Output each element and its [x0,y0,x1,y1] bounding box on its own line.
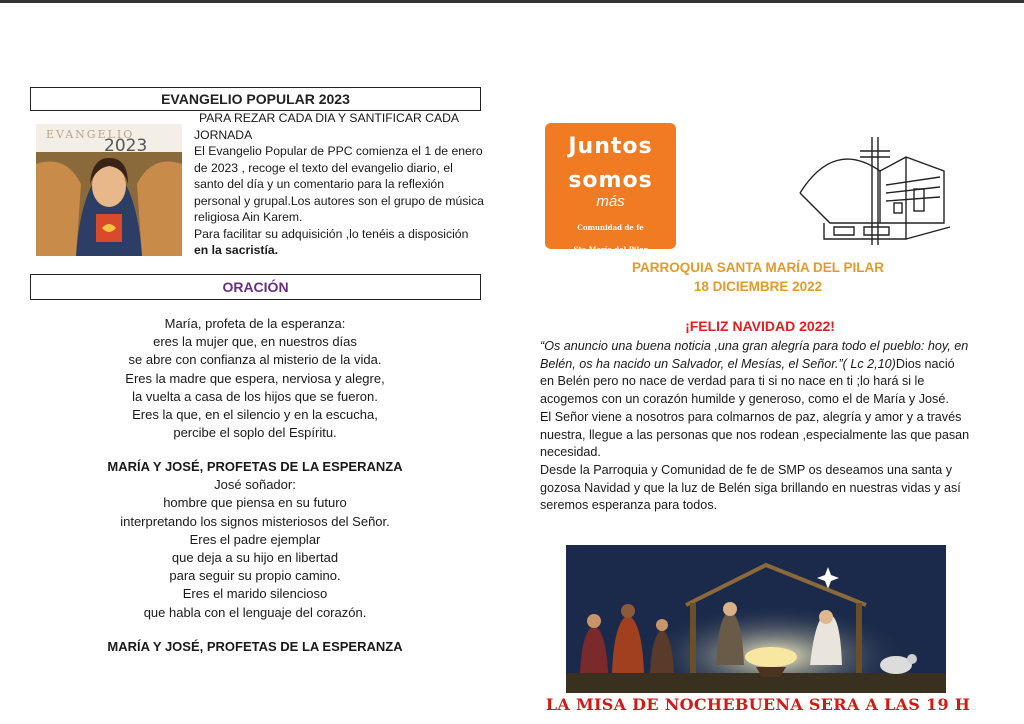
prayer-refrain-end: MARÍA Y JOSÉ, PROFETAS DE LA ESPERANZA [107,639,403,654]
logo-sub-2: Sta María del Pilar [573,245,648,254]
evangelio-heading: EVANGELIO POPULAR 2023 [30,87,481,111]
parish-name: PARROQUIA SANTA MARÍA DEL PILAR [632,260,884,275]
message-p1: Dios nació en Belén pero no nace de verdad para ti si no nace en ti ;lo hará si le acogemos con un corazón humilde y generoso, como el de María y José. [540,356,955,407]
prayer-line: hombre que piensa en su futuro [163,495,347,511]
prayer-line: Eres la madre que espera, nerviosa y alegre, [125,370,385,386]
cover-title: EVANGELIO [46,128,135,141]
prayer-line: que deja a su hijo en libertad [171,550,339,566]
prayer-stanza-2 [80,458,430,622]
prayer-stanza-1 [80,315,430,442]
juntos-somos-mas-logo [545,123,676,276]
cover-year: 2023 [104,136,148,156]
church-drawing [794,127,956,253]
prayer-line: María, profeta de la esperanza: [164,316,346,331]
prayer-line: se abre con confianza al misterio de la vida. [128,352,382,368]
prayer-line: percibe el soplo del Espíritu. [173,425,337,441]
logo-line-2: somos [568,168,653,193]
prayer-refrain: MARÍA Y JOSÉ, PROFETAS DE LA ESPERANZA [107,459,403,474]
top-border [0,0,1024,3]
prayer-line: José soñador: [214,477,296,493]
prayer-line: la vuelta a casa de los hijos que se fueron. [132,388,378,404]
evangelio-body: El Evangelio Popular de PPC comienza el 1 de enero de 2023 , recoge el texto del evangelio diario, el santo del día y un comentario para la reflexión personal y grupal.Los autores son el grupo de música religiosa Ain Karem. [194,144,484,224]
misa-announcement: LA MISA DE NOCHEBUENA SERA A LAS 19 H [545,695,971,714]
message-p3: Desde la Parroquia y Comunidad de fe de SMP os deseamos una santa y gozosa Navidad y que la luz de Belén siga brillando en nuestras vidas y así seremos esperanza para todos. [540,462,961,513]
prayer-ending [80,638,430,656]
prayer-line: Eres el padre ejemplar [189,531,321,547]
logo-sub-3: Marianistas [587,267,634,276]
evangelio-intro-1: PARA REZAR CADA DIA Y SANTIFICAR CADA [198,111,460,125]
prayer-line: Eres el marido silencioso [182,586,328,602]
gospel-quote: “Os anuncio una buena noticia ,una gran alegría para todo el pueblo: hoy, en Belén, os ha nacido un Salvador, el Mesías, el Señor.”( Lc 2,10) [540,339,969,371]
message-p2: El Señor viene a nosotros para colmarnos de paz, alegría y amor y a través nuestra, llegue a las personas que nos rodean ,especialmente las que pasan necesidad. [540,409,970,460]
evangelio-text [194,110,484,259]
prayer-line: para seguir su propio camino. [169,568,341,584]
evangelio-cover-image [36,124,182,256]
parish-date: 18 DICIEMBRE 2022 [693,279,823,294]
evangelio-intro-2: JORNADA [194,127,253,142]
logo-line-3: más [596,193,625,210]
feliz-navidad-title: ¡FELIZ NAVIDAD 2022! [685,318,835,334]
logo-sub-1: Comunidad de fe [577,223,644,232]
prayer-line: interpretando los signos misteriosos del Señor. [120,513,390,529]
prayer-line: eres la mujer que, en nuestros días [153,334,357,350]
evangelio-availability: Para facilitar su adquisición ,lo tenéis a disposición [194,226,469,241]
christmas-message [540,338,970,515]
logo-line-1: Juntos [568,134,653,159]
prayer-line: Eres la que, en el silencio y en la escucha, [132,407,378,423]
prayer-line: que habla con el lenguaje del corazón. [143,604,367,620]
evangelio-availability-bold: en la sacristía. [194,243,279,257]
parish-block [600,258,916,296]
oracion-heading: ORACIÓN [30,274,481,300]
nativity-scene-image [566,545,946,693]
